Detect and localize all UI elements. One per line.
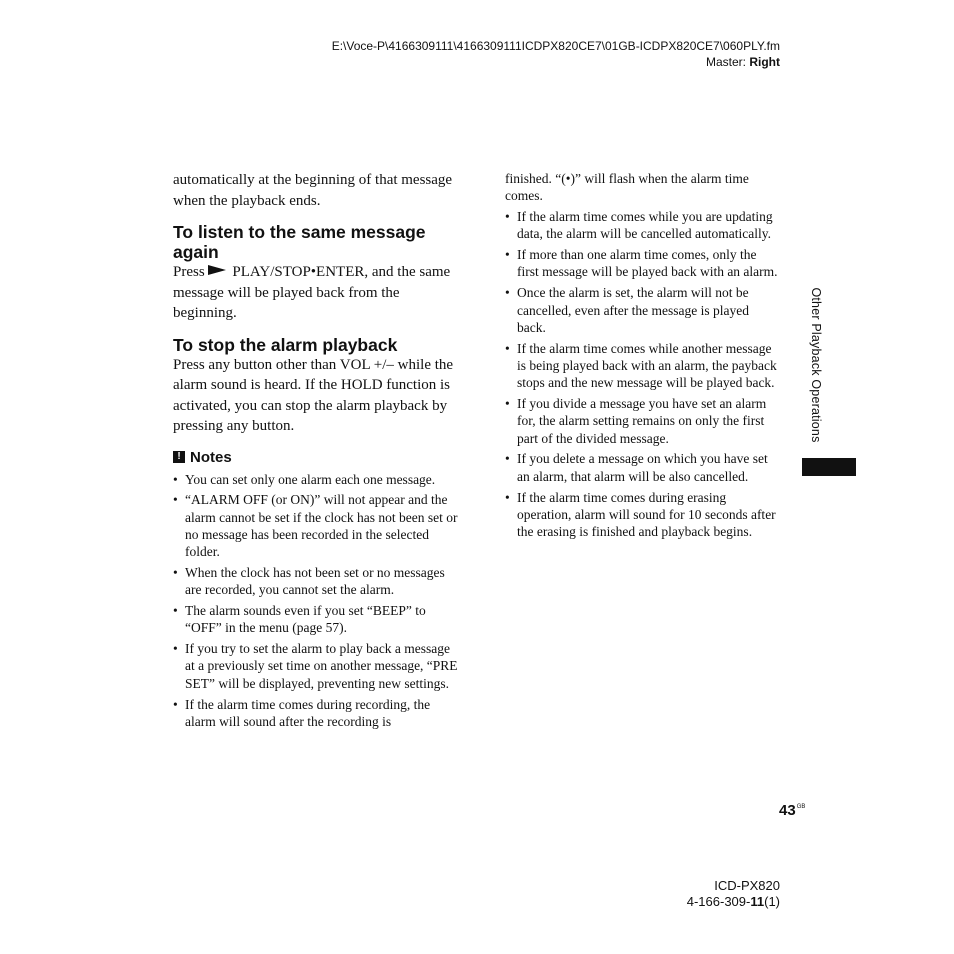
master-line [332, 54, 780, 70]
notes-heading-label: Notes [190, 448, 232, 466]
list-item: • If the alarm time comes during erasing operation, alarm will sound for 10 seconds after the erasing is finished and playback begins. [505, 489, 776, 540]
list-item: • If the alarm time comes while another message is being played back with an alarm, the payback stops and the new message will be played back. [505, 340, 777, 391]
notes-list-right [505, 208, 781, 540]
page-number-suffix: GB [796, 804, 806, 810]
page-footer [687, 878, 780, 910]
list-item: • If you divide a message you have set an alarm for, the alarm setting remains on only the first part of the divided message. [505, 396, 767, 446]
list-item: • If you delete a message on which you have set an alarm, that alarm will be also cancelled. [505, 451, 768, 484]
product-code: 4-166-309-11(1) [686, 894, 780, 909]
page-number-value: 43 [779, 802, 796, 819]
section-tab-marker [802, 458, 856, 476]
list-item: • Once the alarm is set, the alarm will not be cancelled, even after the message is played back. [505, 285, 750, 335]
list-item: • If you try to set the alarm to play back a message at a previously set time on another message, “PRE SET” will be displayed, preventing new settings. [173, 641, 458, 691]
section-heading-stop-alarm: To stop the alarm playback [173, 334, 398, 355]
page-number [779, 802, 805, 819]
master-value: Right [749, 55, 780, 69]
list-item: • When the clock has not been set or no messages are recorded, you cannot set the alarm. [173, 564, 445, 598]
model-name: ICD-PX820 [714, 878, 780, 893]
list-item: • You can set only one alarm each one message. [173, 471, 436, 487]
notes-heading [173, 449, 459, 466]
left-column [173, 170, 459, 734]
section-text-listen-again [173, 262, 459, 324]
notes-list-left [173, 471, 459, 731]
list-item: • The alarm sounds even if you set “BEEP” to “OFF” in the menu (page 57). [173, 603, 426, 636]
section-text-stop-alarm: Press any button other than VOL +/– while the alarm sound is heard. If the HOLD function is activated, you can stop the alarm playback by pressing any button. [173, 356, 454, 434]
right-column [505, 170, 781, 544]
list-item: • If the alarm time comes while you are updating data, the alarm will be cancelled automatically. [505, 209, 773, 242]
master-label: Master: [706, 55, 750, 69]
section-side-label: Other Playback Operations [809, 287, 823, 443]
file-path: E:\Voce-P\4166309111\4166309111ICDPX820CE7\01GB-ICDPX820CE7\060PLY.fm [331, 39, 780, 53]
notes-icon: ! [173, 451, 185, 463]
intro-text: automatically at the beginning of that message when the playback ends. [173, 172, 453, 209]
play-icon [208, 265, 226, 275]
list-item: • If the alarm time comes during recording, the alarm will sound after the recording is [173, 696, 431, 729]
list-item: • “ALARM OFF (or ON)” will not appear and the alarm cannot be set if the clock has not been set or no message has been recorded in the selected folder. [173, 492, 458, 560]
press-text-after: , and the same message will be played back from the beginning. [173, 264, 451, 321]
page-header [332, 38, 780, 70]
list-item: • If more than one alarm time comes, only the first message will be played back with an alarm. [505, 247, 778, 280]
button-name: PLAY/STOP•ENTER [232, 264, 365, 280]
press-text: Press [173, 264, 205, 280]
section-heading-listen-again: To listen to the same message again [173, 222, 426, 262]
note-continuation: finished. “(•)” will flash when the alarm time comes. [505, 171, 749, 204]
